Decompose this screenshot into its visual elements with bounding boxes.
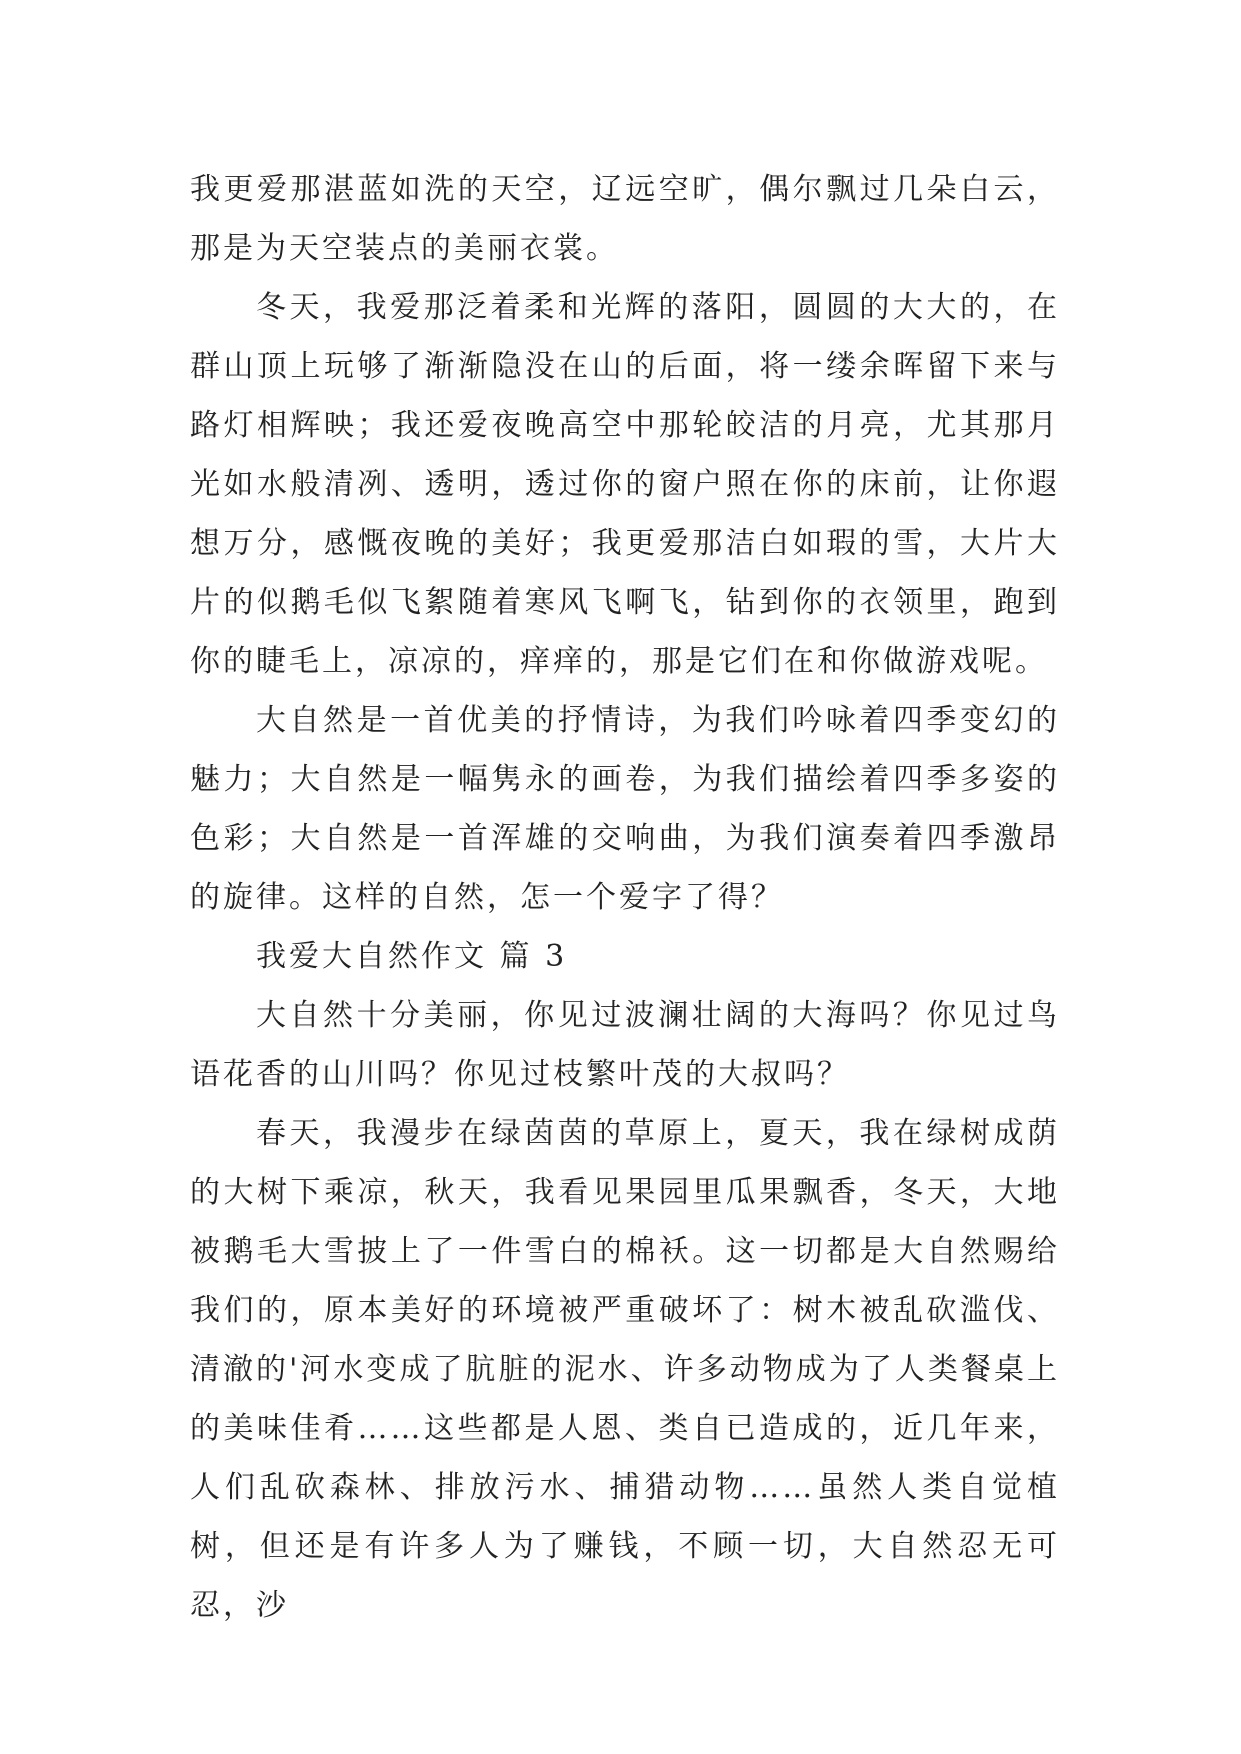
paragraph-1: 我更爱那湛蓝如洗的天空，辽远空旷，偶尔飘过几朵白云，那是为天空装点的美丽衣裳。 [190,172,1060,266]
paragraph-3: 大自然是一首优美的抒情诗，为我们吟咏着四季变幻的魅力；大自然是一幅隽永的画卷，为我们描绘着四季多姿的色彩；大自然是一首浑雄的交响曲，为我们演奏着四季激昂的旋律。这样的自然，怎一个爱字了得？ [190,703,1060,915]
paragraph-5: 春天，我漫步在绿茵茵的草原上，夏天，我在绿树成荫的大树下乘凉，秋天，我看见果园里瓜果飘香，冬天，大地被鹅毛大雪披上了一件雪白的棉袄。这一切都是大自然赐给我们的，原本美好的环境被严重破坏了：树木被乱砍滥伐、清澈的'河水变成了肮脏的泥水、许多动物成为了人类餐桌上的美味佳肴……这些都是人恩、类自已造成的，近几年来，人们乱砍森林、排放污水、捕猎动物……虽然人类自觉植树，但还是有许多人为了赚钱，不顾一切，大自然忍无可忍，沙 [190,1116,1060,1623]
section-heading: 我爱大自然作文 篇 3 [256,939,568,974]
paragraph-2: 冬天，我爱那泛着柔和光辉的落阳，圆圆的大大的，在群山顶上玩够了渐渐隐没在山的后面，将一缕余晖留下来与路灯相辉映；我还爱夜晚高空中那轮皎洁的月亮，尤其那月光如水般清冽、透明，透过你的窗户照在你的床前，让你遐想万分，感慨夜晚的美好；我更爱那洁白如瑕的雪，大片大片的似鹅毛似飞絮随着寒风飞啊飞，钻到你的衣领里，跑到你的睫毛上，凉凉的，痒痒的，那是它们在和你做游戏呢。 [190,290,1060,679]
paragraph-4: 大自然十分美丽，你见过波澜壮阔的大海吗？你见过鸟语花香的山川吗？你见过枝繁叶茂的大叔吗？ [190,998,1060,1092]
document-body [190,160,1060,1635]
